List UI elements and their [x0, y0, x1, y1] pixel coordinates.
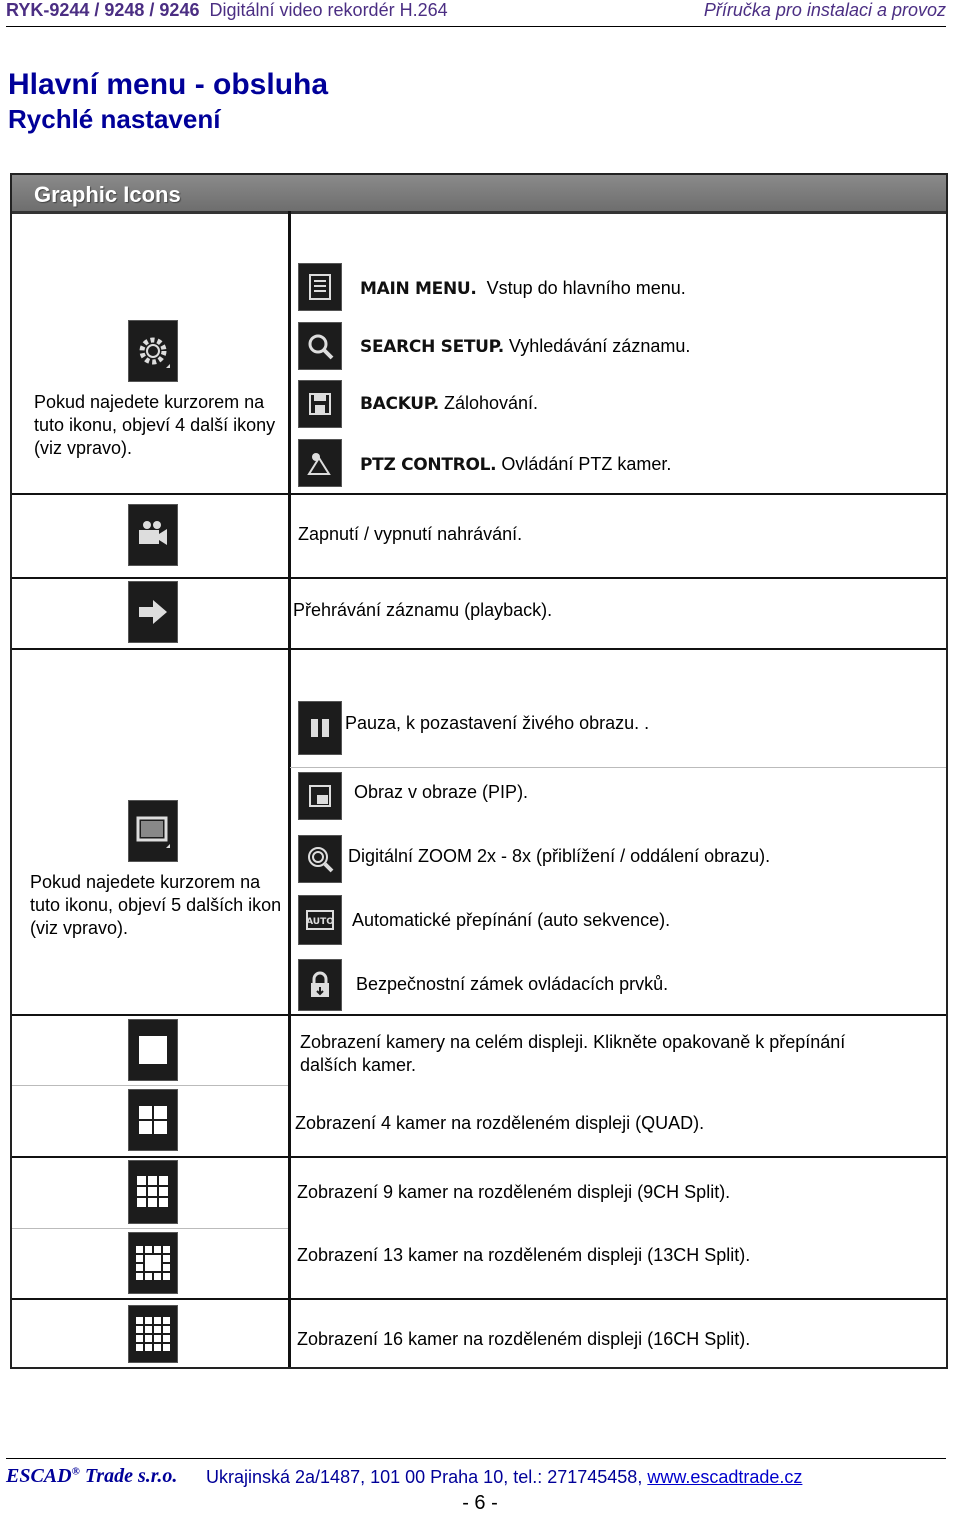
- search-row: [360, 335, 690, 359]
- search-icon[interactable]: [298, 322, 342, 370]
- display-menu-icon[interactable]: [128, 800, 178, 862]
- sixteen-split-icon[interactable]: [128, 1305, 178, 1363]
- company-name: ESCAD® Trade s.r.o.: [6, 1465, 178, 1487]
- single-view-desc: Zobrazení kamery na celém displeji. Klikněte opakovaně k přepínání dalších kamer.: [300, 1032, 846, 1075]
- lock-desc: Bezpečnostní zámek ovládacích prvků.: [356, 974, 669, 994]
- setup-gear-icon[interactable]: [128, 320, 178, 382]
- lock-icon[interactable]: [298, 959, 342, 1011]
- backup-caption: BACKUP.: [360, 394, 439, 414]
- column-divider: [288, 211, 291, 1367]
- nine-split-icon[interactable]: [128, 1160, 178, 1224]
- quad-view-icon[interactable]: [128, 1089, 178, 1151]
- main-menu-row: [360, 277, 686, 301]
- thirteen-split-desc: Zobrazení 13 kamer na rozděleném displeji (13CH Split).: [297, 1245, 751, 1265]
- search-desc: Vyhledávání záznamu.: [508, 336, 691, 356]
- page-number: - 6 -: [462, 1492, 498, 1514]
- backup-row: [360, 392, 538, 416]
- group2-note: Pokud najedete kurzorem na tuto ikonu, objeví 5 dalších ikon (viz vpravo).: [30, 872, 282, 938]
- manual-title: Příručka pro instalaci a provoz: [703, 0, 946, 20]
- page-footer: [6, 1458, 946, 1487]
- quad-view-desc: Zobrazení 4 kamer na rozděleném displeji (QUAD).: [295, 1113, 705, 1133]
- main-menu-desc: Vstup do hlavního menu.: [486, 278, 686, 298]
- website-link[interactable]: www.escadtrade.cz: [647, 1467, 803, 1487]
- playback-desc: Přehrávání záznamu (playback).: [293, 600, 553, 620]
- pip-icon[interactable]: [298, 772, 342, 820]
- group1-note: Pokud najedete kurzorem na tuto ikonu, objeví 4 další ikony (viz vpravo).: [34, 392, 276, 458]
- record-icon[interactable]: [128, 504, 178, 566]
- table-heading: Graphic Icons: [34, 182, 181, 207]
- playback-icon[interactable]: [128, 581, 178, 643]
- model-number: RYK-9244 / 9248 / 9246: [6, 0, 200, 20]
- auto-sequence-icon[interactable]: [298, 895, 342, 945]
- main-menu-icon[interactable]: [298, 263, 342, 311]
- svg-text:AUTO: AUTO: [306, 917, 334, 927]
- main-menu-caption: MAIN MENU.: [360, 279, 477, 299]
- zoom-icon[interactable]: [298, 835, 342, 883]
- backup-desc: Zálohování.: [443, 393, 539, 413]
- record-desc: Zapnutí / vypnutí nahrávání.: [298, 524, 523, 544]
- product-name: Digitální video rekordér H.264: [209, 0, 448, 20]
- ptz-caption: PTZ CONTROL.: [360, 455, 497, 475]
- pause-desc: Pauza, k pozastavení živého obrazu. .: [345, 713, 650, 733]
- pause-icon[interactable]: [298, 701, 342, 755]
- auto-sequence-desc: Automatické přepínání (auto sekvence).: [352, 910, 671, 930]
- ptz-row: [360, 453, 671, 477]
- ptz-desc: Ovládání PTZ kamer.: [501, 454, 672, 474]
- table-heading-bar: [12, 175, 946, 214]
- sixteen-split-desc: Zobrazení 16 kamer na rozděleném displeji (16CH Split).: [297, 1329, 751, 1349]
- page-header: [6, 0, 946, 27]
- zoom-desc: Digitální ZOOM 2x - 8x (přiblížení / oddálení obrazu).: [348, 846, 771, 866]
- search-caption: SEARCH SETUP.: [360, 337, 504, 357]
- company-address: Ukrajinská 2a/1487, 101 00 Praha 10, tel.: 271745458, www.escadtrade.cz: [206, 1467, 803, 1487]
- thirteen-split-icon[interactable]: [128, 1232, 178, 1294]
- page-subtitle: Rychlé nastavení: [8, 104, 221, 134]
- pip-desc: Obraz v obraze (PIP).: [354, 782, 529, 802]
- backup-icon[interactable]: [298, 380, 342, 428]
- nine-split-desc: Zobrazení 9 kamer na rozděleném displeji (9CH Split).: [297, 1182, 731, 1202]
- ptz-icon[interactable]: [298, 439, 342, 487]
- page-title: Hlavní menu - obsluha: [8, 68, 329, 101]
- graphic-icons-table: [10, 173, 948, 1369]
- single-view-icon[interactable]: [128, 1019, 178, 1081]
